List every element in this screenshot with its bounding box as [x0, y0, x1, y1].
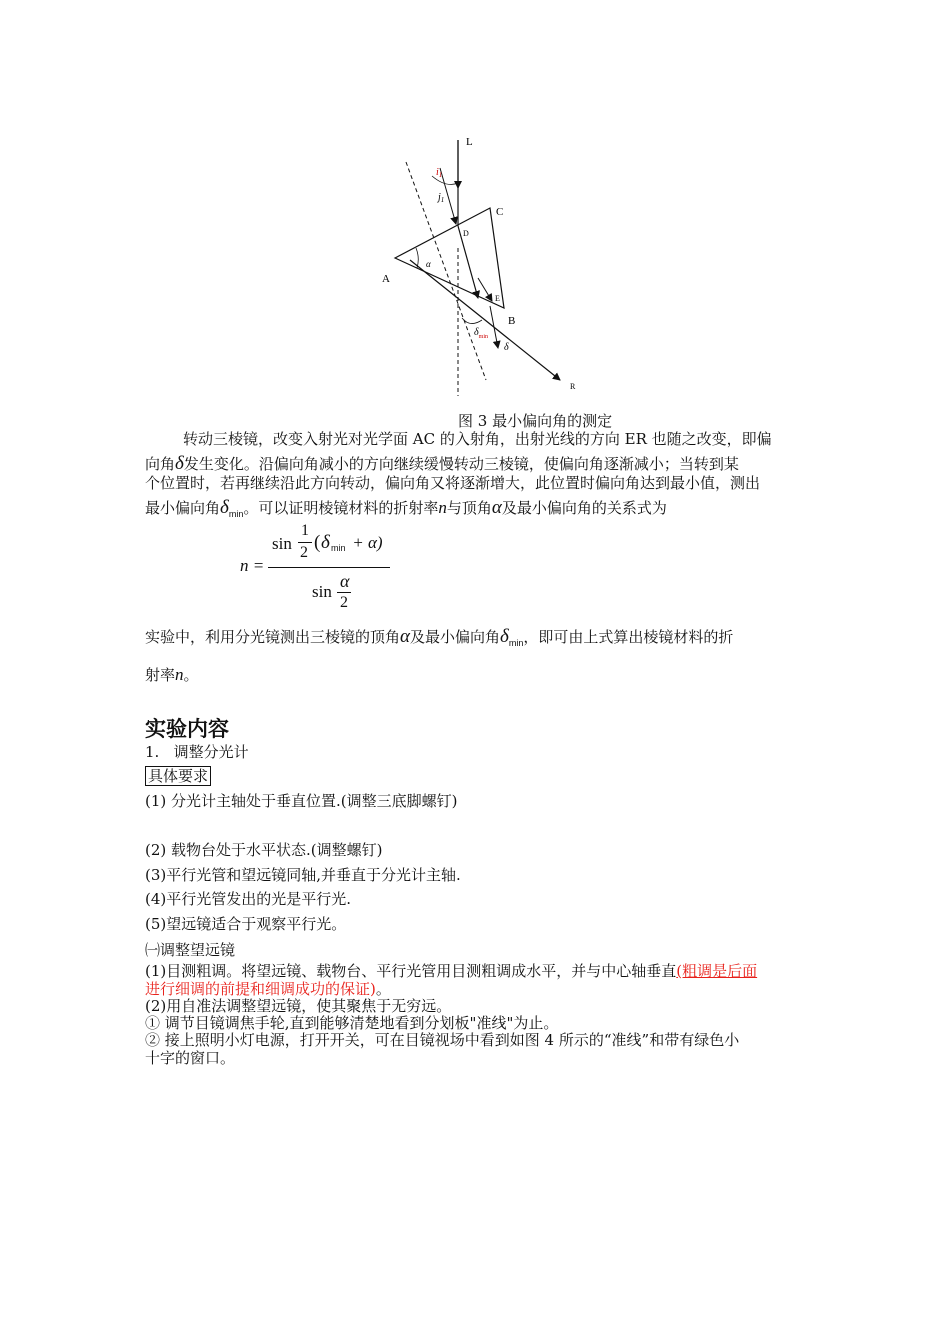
label-r: R — [570, 382, 576, 391]
ray-from-b — [490, 306, 498, 348]
telescope-item-1-cont: 进行细调的前提和细调成功的保证)。 — [145, 980, 391, 998]
formula-den-alpha: α — [340, 571, 350, 591]
telescope-item-2: (2)用自准法调整望远镜，使其聚焦于无穷远。 — [145, 997, 452, 1015]
formula-half-den: 2 — [300, 544, 308, 561]
label-i1: $i_1$ — [436, 167, 443, 179]
label-e: E — [495, 294, 500, 303]
label-j1: $j_1$ — [438, 192, 445, 204]
para1-line2: 向角δ发生变化。沿偏向角减小的方向继续缓慢转动三棱镜，使偏向角逐渐减小；当转到某 — [145, 453, 739, 474]
formula-half-bar — [298, 542, 312, 543]
section-title: 实验内容 — [145, 717, 229, 741]
formula-delta: δ — [321, 532, 330, 553]
para1-line1: 转动三棱镜，改变入射光对光学面 AC 的入射角，出射光线的方向 ER 也随之改变，即偏 — [183, 430, 772, 448]
formula-den-two: 2 — [340, 594, 348, 611]
formula-lhs: n = — [240, 556, 265, 575]
telescope-item-1: (1)目测粗调。将望远镜、载物台、平行光管用目测粗调成水平，并与中心轴垂直(粗调是后面 — [145, 962, 758, 980]
formula-den-sin: sin — [312, 582, 332, 601]
para2-line2: 射率n。 — [145, 665, 199, 684]
label-delta: δ — [504, 342, 509, 353]
label-alpha: α — [426, 259, 431, 269]
formula-paren: ( — [314, 532, 321, 553]
telescope-heading: ㈠调整望远镜 — [145, 941, 236, 959]
label-c: C — [496, 206, 504, 218]
para1-line3: 个位置时，若再继续沿此方向转动，偏向角又将逐渐增大，此位置时偏向角达到最小值，测出 — [145, 474, 761, 492]
prism-diagram — [370, 128, 590, 398]
requirement-item: (2) 载物台处于水平状态.(调整螺钉) — [145, 841, 383, 859]
label-l: L — [466, 136, 473, 148]
requirement-item: (3)平行光管和望远镜同轴,并垂直于分光计主轴. — [145, 866, 461, 884]
formula-plus-alpha: + α) — [348, 533, 383, 552]
label-d: D — [463, 229, 469, 238]
para2-line1: 实验中，利用分光镜测出三棱镜的顶角α及最小偏向角$\delta_{min}$，即可由上式算出棱镜材料的折 — [145, 626, 734, 648]
requirement-item: (5)望远镜适合于观察平行光。 — [145, 915, 347, 933]
figure-caption: 图 3 最小偏向角的测定 — [458, 412, 613, 430]
formula-main-bar — [268, 567, 390, 568]
step-1-heading: 1. 调整分光计 — [145, 743, 249, 761]
requirements-label: 具体要求 — [145, 766, 211, 786]
requirement-item: (4)平行光管发出的光是平行光. — [145, 890, 352, 908]
requirement-item: (1) 分光计主轴处于垂直位置.(调整三底脚螺钉) — [145, 792, 458, 810]
telescope-item-4: ② 接上照明小灯电源，打开开关，可在目镜视场中看到如图 4 所示的“准线”和带有绿色小 — [145, 1031, 740, 1049]
formula-sin: sin — [272, 534, 292, 553]
label-delta-min: $\delta_{min}$ — [474, 327, 488, 340]
formula-den-bar — [337, 592, 351, 593]
normal-line-d — [406, 162, 486, 380]
refractive-index-formula — [240, 524, 400, 614]
telescope-item-3: ① 调节目镜调焦手轮,直到能够清楚地看到分划板"准线"为止。 — [145, 1014, 559, 1032]
label-b: B — [508, 315, 516, 327]
emergent-ray — [410, 260, 560, 380]
formula-min: min — [331, 543, 346, 553]
formula-half-num: 1 — [301, 522, 309, 539]
para1-line4: 最小偏向角$\delta_{min}$。可以证明棱镜材料的折射率n与顶角α及最小偏向角的关系式为 — [145, 497, 667, 519]
label-a: A — [382, 273, 390, 285]
telescope-item-4-cont: 十字的窗口。 — [145, 1049, 236, 1067]
